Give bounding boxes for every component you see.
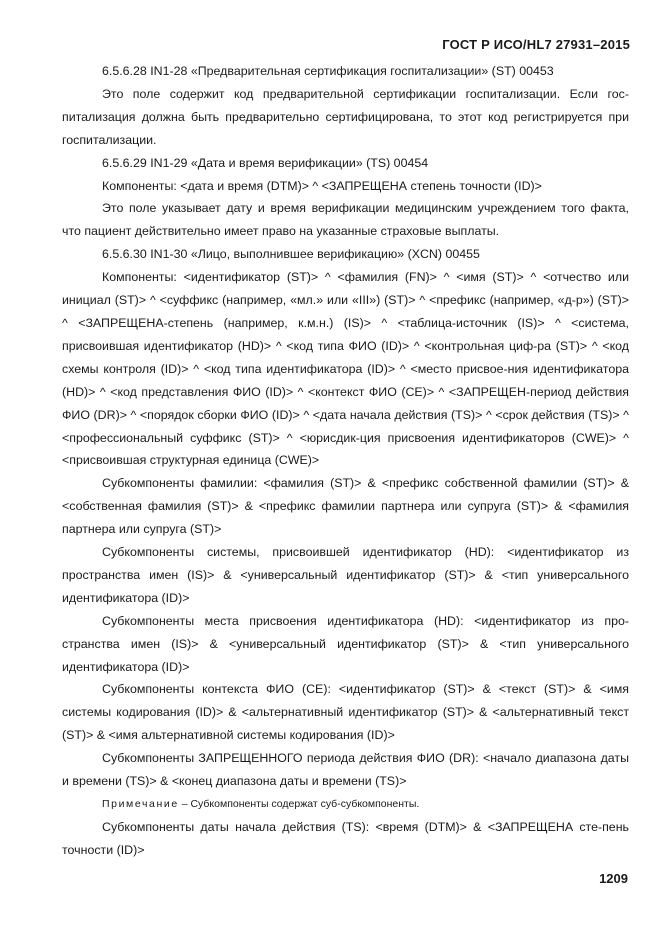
paragraph: Субкомпоненты фамилии: <фамилия (ST)> & <префикс собственной фамилии (ST)> & <собственная фамилия (ST)> & <префикс фамилии партнера или супруга (ST)> & <фамилия партнера или супруга (ST)>	[62, 476, 629, 537]
paragraph: Субкомпоненты системы, присвоившей идентификатор (HD): <идентификатор из пространства имен (IS)> & <универсальный идентификатор (ST)> & <тип универсального идентификатора (ID)>	[62, 545, 629, 605]
section-heading-6-5-6-30: 6.5.6.30 IN1-30 «Лицо, выполнившее верификацию» (XCN) 00455	[102, 247, 480, 262]
paragraph: Это поле указывает дату и время верификации медицинским учреждением того факта, что пациент действительно имеет право на указанные страховые выплаты.	[62, 201, 629, 239]
paragraph: Субкомпоненты ЗАПРЕЩЕННОГО периода действия ФИО (DR): <начало диапазона даты и времени (TS)> & <конец диапазона даты и времени (TS)>	[62, 751, 629, 789]
section-heading-6-5-6-28: 6.5.6.28 IN1-28 «Предварительная сертификация госпитализации» (ST) 00453	[102, 64, 554, 78]
section-heading-6-5-6-29: 6.5.6.29 IN1-29 «Дата и время верификации» (TS) 00454	[102, 155, 429, 170]
paragraph: Субкомпоненты даты начала действия (TS): <время (DTM)> & <ЗАПРЕЩЕНА сте-пень точности (ID)>	[62, 819, 629, 857]
paragraph: Компоненты: <идентификатор (ST)> ^ <фамилия (FN)> ^ <имя (ST)> ^ <отчество или инициал (ST)> ^ <суффикс (например, «мл.» или «III») (ST)> ^ <префикс (например, «д-р») (ST)> ^ <ЗАПРЕЩЕНА-степень (например, к.м.н.) (IS)> ^ <таблица-источник (IS)> ^ <система, присвоившая идентификатор (HD)> ^ <код типа ФИО (ID)> ^ <контрольная циф-ра (ST)> ^ <код схемы контроля (ID)> ^ <код типа идентификатора (ID)> ^ <место присвое-ния идентификатора (HD)> ^ <код представления ФИО (ID)> ^ <контекст ФИО (CE)> ^ <ЗАПРЕЩЕН-период действия ФИО (DR)> ^ <порядок сборки ФИО (ID)> ^ <дата начала действия (TS)> ^ <срок действия (TS)> ^ <профессиональный суффикс (ST)> ^ <юрисдик-ция присвоения идентификаторов (CWE)> ^ <присвоившая структурная единица (CWE)>	[62, 270, 629, 468]
page-number: 1209	[599, 871, 628, 886]
paragraph: Компоненты: <дата и время (DTM)> ^ <ЗАПРЕЩЕНА степень точности (ID)>	[102, 178, 542, 193]
page-body	[62, 60, 629, 862]
document-header: ГОСТ Р ИСО/HL7 27931–2015	[442, 37, 630, 52]
note	[62, 793, 629, 816]
note-text: – Субкомпоненты содержат суб-субкомпоненты.	[178, 798, 420, 810]
paragraph: Это поле содержит код предварительной сертификации госпитализации. Если гос-питализация должна быть предварительно сертифицирована, то этот код регистрируется при госпитализации.	[62, 86, 629, 147]
note-label: Примечание	[102, 798, 179, 810]
paragraph: Субкомпоненты контекста ФИО (CE): <идентификатор (ST)> & <текст (ST)> & <имя системы кодирования (ID)> & <альтернативный идентификатор (ST)> & <альтернативный текст (ST)> & <имя альтернативной системы кодирования (ID)>	[62, 682, 629, 743]
paragraph: Субкомпоненты места присвоения идентификатора (HD): <идентификатор из про-странства имен (IS)> & <универсальный идентификатор (ST)> & <тип универсального идентификатора (ID)>	[62, 613, 629, 674]
